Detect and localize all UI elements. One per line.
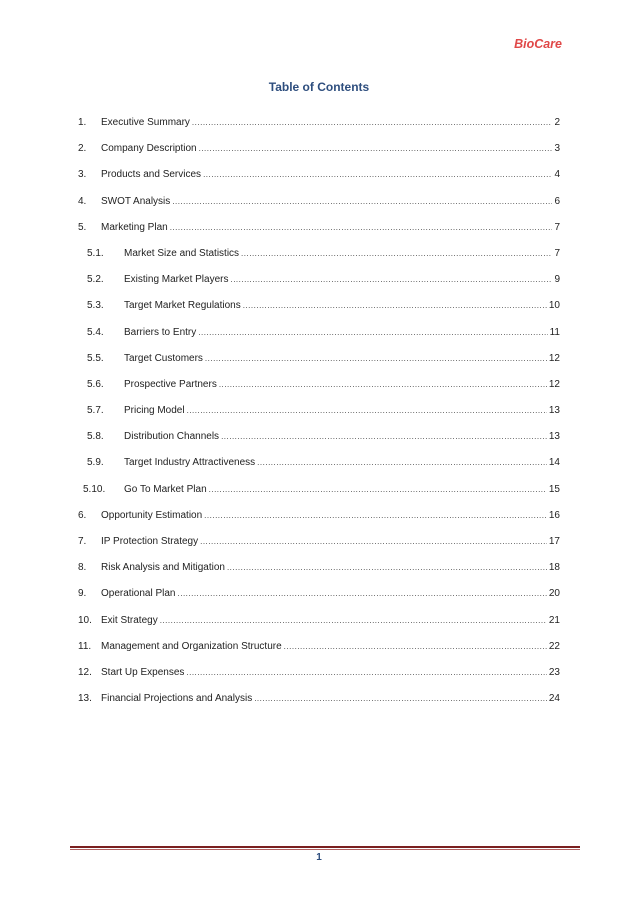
toc-leader-dots <box>186 660 547 686</box>
toc-entry-number: 5.3. <box>87 300 104 312</box>
toc-entry-label: Executive Summary <box>101 117 190 128</box>
toc-entry-number: 12. <box>78 666 92 678</box>
toc-leader-dots <box>203 162 552 188</box>
toc-entry-label: Operational Plan <box>101 588 176 600</box>
toc-entry-number: 6. <box>78 509 87 521</box>
toc-leader-dots <box>192 110 553 136</box>
toc-entry-number: 11. <box>78 640 92 652</box>
table-of-contents <box>78 110 560 712</box>
toc-title: Table of Contents <box>268 80 370 94</box>
toc-entry-page: 13 <box>548 405 560 417</box>
toc-entry-number: 5.2. <box>87 274 104 286</box>
toc-entry-label: Financial Projections and Analysis <box>101 693 253 705</box>
toc-entry-number: 2. <box>78 143 87 155</box>
toc-entry-page: 20 <box>548 588 560 600</box>
toc-entry-distribution-channels[interactable] <box>78 424 560 450</box>
toc-entry-label: Pricing Model <box>124 405 185 417</box>
toc-entry-prospective-partners[interactable] <box>78 372 560 398</box>
toc-leader-dots <box>178 581 547 607</box>
toc-entry-number: 5.1. <box>87 247 104 259</box>
toc-leader-dots <box>200 529 547 555</box>
toc-entry-page: 10 <box>548 300 560 312</box>
toc-leader-dots <box>209 477 547 503</box>
toc-entry-page: 16 <box>548 509 560 521</box>
toc-leader-dots <box>257 450 547 476</box>
toc-entry-number: 1. <box>78 117 87 128</box>
toc-entry-page: 24 <box>548 693 560 705</box>
toc-entry-number: 10. <box>78 614 92 626</box>
toc-entry-label: Exit Strategy <box>101 614 158 626</box>
toc-leader-dots <box>204 503 547 529</box>
toc-entry-number: 7. <box>78 536 87 547</box>
toc-entry-executive-summary[interactable] <box>78 110 560 136</box>
toc-entry-page: 14 <box>548 457 560 469</box>
toc-leader-dots <box>219 372 547 398</box>
toc-entry-page: 2 <box>554 117 560 128</box>
toc-entry-company-description[interactable] <box>78 136 560 162</box>
toc-entry-number: 5.10. <box>83 483 106 495</box>
toc-entry-number: 5.8. <box>87 431 104 443</box>
toc-entry-target-market-regulations[interactable] <box>78 293 560 319</box>
toc-entry-page: 11 <box>549 326 560 338</box>
toc-entry-label: Target Industry Attractiveness <box>124 457 256 469</box>
toc-entry-swot-analysis[interactable] <box>78 189 560 215</box>
toc-entry-page: 3 <box>554 143 560 155</box>
toc-entry-label: Opportunity Estimation <box>101 509 203 521</box>
toc-entry-number: 5.7. <box>87 405 104 417</box>
toc-entry-products-and-services[interactable] <box>78 162 560 188</box>
toc-entry-label: SWOT Analysis <box>101 195 171 207</box>
toc-entry-number: 5.6. <box>87 378 104 390</box>
page-number: 1 <box>316 852 322 863</box>
toc-entry-label: Start Up Expenses <box>101 666 185 678</box>
toc-leader-dots <box>198 320 547 346</box>
toc-entry-label: Marketing Plan <box>101 221 168 233</box>
toc-entry-start-up-expenses[interactable] <box>78 660 560 686</box>
toc-entry-number: 4. <box>78 195 87 207</box>
toc-entry-page: 6 <box>554 195 560 207</box>
toc-entry-label: Products and Services <box>101 169 202 181</box>
toc-entry-target-industry-attractiveness[interactable] <box>78 450 560 476</box>
toc-leader-dots <box>187 398 547 424</box>
brand-logo-text: BioCare <box>514 37 562 51</box>
toc-entry-label: Company Description <box>101 143 197 155</box>
toc-entry-page: 4 <box>554 169 560 181</box>
toc-leader-dots <box>284 634 547 660</box>
toc-entry-page: 23 <box>548 666 560 678</box>
toc-entry-risk-analysis[interactable] <box>78 555 560 581</box>
toc-leader-dots <box>172 189 552 215</box>
toc-entry-operational-plan[interactable] <box>78 581 560 607</box>
toc-leader-dots <box>170 215 553 241</box>
toc-leader-dots <box>227 555 547 581</box>
toc-entry-page: 12 <box>548 378 560 390</box>
toc-entry-number: 5.4. <box>87 326 104 338</box>
toc-entry-number: 8. <box>78 562 87 574</box>
toc-entry-ip-protection-strategy[interactable] <box>78 529 560 555</box>
toc-entry-pricing-model[interactable] <box>78 398 560 424</box>
footer-divider-thin <box>70 849 580 850</box>
toc-entry-label: Target Customers <box>124 352 203 364</box>
toc-leader-dots <box>243 293 547 319</box>
toc-entry-page: 13 <box>548 431 560 443</box>
toc-entry-number: 3. <box>78 169 87 181</box>
toc-entry-number: 5.9. <box>87 457 104 469</box>
toc-leader-dots <box>241 241 552 267</box>
toc-entry-existing-market-players[interactable] <box>78 267 560 293</box>
toc-entry-label: Risk Analysis and Mitigation <box>101 562 225 574</box>
toc-entry-opportunity-estimation[interactable] <box>78 503 560 529</box>
toc-entry-label: Barriers to Entry <box>124 326 197 338</box>
toc-entry-label: Existing Market Players <box>124 274 229 286</box>
toc-entry-number: 5.5. <box>87 352 104 364</box>
toc-leader-dots <box>230 267 552 293</box>
toc-entry-management-structure[interactable] <box>78 634 560 660</box>
toc-entry-number: 5. <box>78 221 87 233</box>
toc-entry-page: 12 <box>548 352 560 364</box>
toc-entry-page: 7 <box>554 247 560 259</box>
toc-leader-dots <box>160 608 547 634</box>
toc-entry-label: Go To Market Plan <box>124 483 207 495</box>
toc-entry-page: 21 <box>548 614 560 626</box>
toc-entry-page: 17 <box>548 536 560 547</box>
toc-entry-label: Distribution Channels <box>124 431 220 443</box>
toc-entry-market-size[interactable] <box>78 241 560 267</box>
toc-entry-page: 22 <box>548 640 560 652</box>
toc-leader-dots <box>199 136 553 162</box>
toc-entry-page: 15 <box>548 483 560 495</box>
toc-entry-number: 9. <box>78 588 87 600</box>
toc-leader-dots <box>205 346 547 372</box>
toc-entry-label: Market Size and Statistics <box>124 247 240 259</box>
toc-entry-label: Target Market Regulations <box>124 300 241 312</box>
toc-entry-page: 7 <box>554 221 560 233</box>
toc-entry-target-customers[interactable] <box>78 346 560 372</box>
toc-entry-financial-projections[interactable] <box>78 686 560 712</box>
toc-entry-marketing-plan[interactable] <box>78 215 560 241</box>
toc-leader-dots <box>254 686 547 712</box>
toc-entry-go-to-market-plan[interactable] <box>78 477 560 503</box>
toc-entry-label: Prospective Partners <box>124 378 217 390</box>
toc-entry-label: IP Protection Strategy <box>101 536 199 547</box>
toc-entry-label: Management and Organization Structure <box>101 640 282 652</box>
toc-entry-exit-strategy[interactable] <box>78 608 560 634</box>
toc-entry-number: 13. <box>78 693 92 705</box>
toc-entry-barriers-to-entry[interactable] <box>78 320 560 346</box>
toc-leader-dots <box>221 424 547 450</box>
toc-entry-page: 18 <box>548 562 560 574</box>
toc-entry-page: 9 <box>554 274 560 286</box>
footer-divider <box>70 846 580 848</box>
